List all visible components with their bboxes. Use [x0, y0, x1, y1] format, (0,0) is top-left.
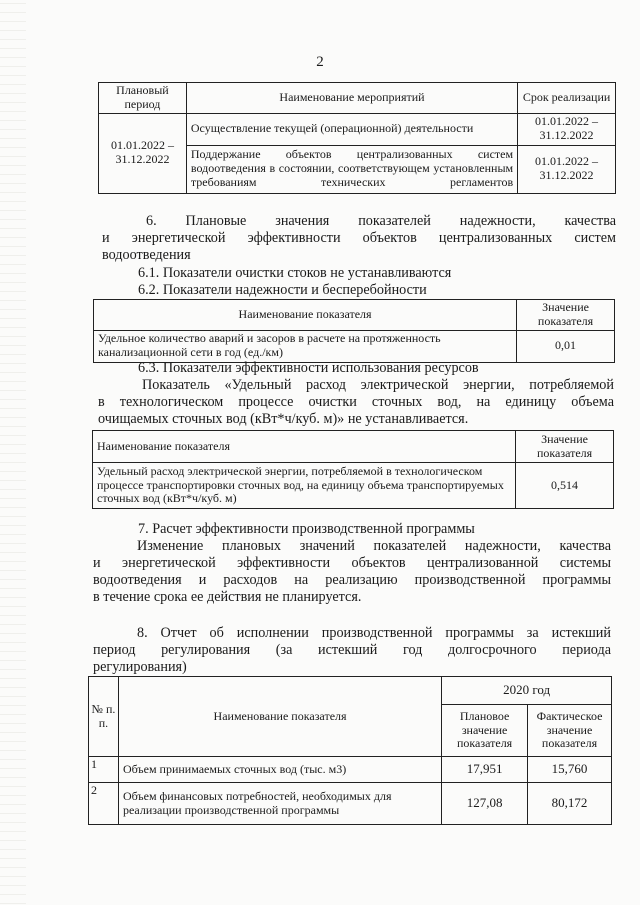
paragraph-6-3 — [98, 377, 614, 428]
section6-heading-line3: водоотведения — [102, 247, 191, 263]
reliability-table — [93, 299, 615, 363]
report-header-year: 2020 год — [442, 677, 612, 705]
event-term-2: 01.01.2022 – 31.12.2022 — [518, 145, 616, 193]
section8-line2: период регулирования (за истекший год долгосрочного периода — [93, 642, 611, 658]
section8-heading — [93, 625, 611, 676]
report-header-name: Наименование показателя — [118, 677, 441, 757]
section6-heading-line1: 6. Плановые значения показателей надежности, качества — [146, 213, 616, 229]
section7-line2: и энергетической эффективности объектов централизованной системы — [93, 555, 611, 571]
scan-edge-shadow — [0, 0, 26, 905]
section6-heading — [102, 213, 616, 264]
paragraph-6-3-line3: очищаемых сточных вод (кВт*ч/куб. м)» не устанавливается. — [98, 411, 469, 427]
section8-line1: 8. Отчет об исполнении производственной программы за истекший — [137, 625, 611, 641]
report-header-num: № п. п. — [89, 677, 119, 757]
report-row-1-plan: 17,951 — [442, 757, 528, 783]
reliability-header-name: Наименование показателя — [94, 300, 517, 331]
subsection-6-3: 6.3. Показатели эффективности использования ресурсов — [138, 360, 479, 376]
subsection-6-1: 6.1. Показатели очистки стоков не устанавливаются — [138, 265, 452, 281]
paragraph-6-3-line1: Показатель «Удельный расход электрической энергии, потребляемой — [142, 377, 614, 393]
section7-line1: Изменение плановых значений показателей надежности, качества — [137, 538, 611, 554]
paragraph-6-3-line2: в технологическом процессе очистки сточных вод, на единицу объема — [98, 394, 614, 410]
header-events: Наименование мероприятий — [186, 83, 517, 114]
subsection-6-2: 6.2. Показатели надежности и бесперебойности — [138, 282, 427, 298]
section7-paragraph — [93, 538, 611, 606]
report-row-2-name: Объем финансовых потребностей, необходимых для реализации производственной программы — [118, 783, 441, 825]
report-row-2-num: 2 — [89, 783, 119, 825]
resource-row-value: 0,514 — [516, 463, 614, 509]
resource-header-name: Наименование показателя — [93, 431, 516, 463]
section8-line3: регулирования) — [93, 659, 187, 675]
report-row-1-name: Объем принимаемых сточных вод (тыс. м3) — [118, 757, 441, 783]
section6-heading-line2: и энергетической эффективности объектов централизованных систем — [102, 230, 616, 246]
report-row-1-fact: 15,760 — [528, 757, 612, 783]
resource-row-name: Удельный расход электрической энергии, потребляемой в технологическом процессе транспортировки сточных вод, на единицу объема транспортируемых сточных вод (кВт*ч/куб. м) — [93, 463, 516, 509]
header-period: Плановый период — [99, 83, 187, 114]
reliability-row-name: Удельное количество аварий и засоров в расчете на протяженность канализационной сети в год (ед./км) — [94, 330, 517, 362]
section7-heading: 7. Расчет эффективности производственной программы — [138, 521, 475, 537]
section7-line3: водоотведения и расходов на реализацию производственной программы — [93, 572, 611, 588]
event-name-1: Осуществление текущей (операционной) деятельности — [186, 113, 517, 145]
reliability-row-value: 0,01 — [517, 330, 615, 362]
period-cell: 01.01.2022 – 31.12.2022 — [99, 113, 187, 193]
report-table — [88, 676, 612, 825]
resource-header-value: Значение показателя — [516, 431, 614, 463]
event-term-1: 01.01.2022 – 31.12.2022 — [518, 113, 616, 145]
section7-line4: в течение срока ее действия не планируется. — [93, 589, 362, 605]
resource-table — [92, 430, 614, 509]
header-term: Срок реализации — [518, 83, 616, 114]
report-header-fact: Фактическое значение показателя — [528, 705, 612, 757]
page-number: 2 — [316, 54, 324, 70]
report-row-1-num: 1 — [89, 757, 119, 783]
event-name-2: Поддержание объектов централизованных систем водоотведения в состоянии, соответствующем установленным требованиям технических регламентов — [186, 145, 517, 193]
events-table — [98, 82, 616, 194]
report-row-2-plan: 127,08 — [442, 783, 528, 825]
report-row-2-fact: 80,172 — [528, 783, 612, 825]
reliability-header-value: Значение показателя — [517, 300, 615, 331]
report-header-plan: Плановое значение показателя — [442, 705, 528, 757]
